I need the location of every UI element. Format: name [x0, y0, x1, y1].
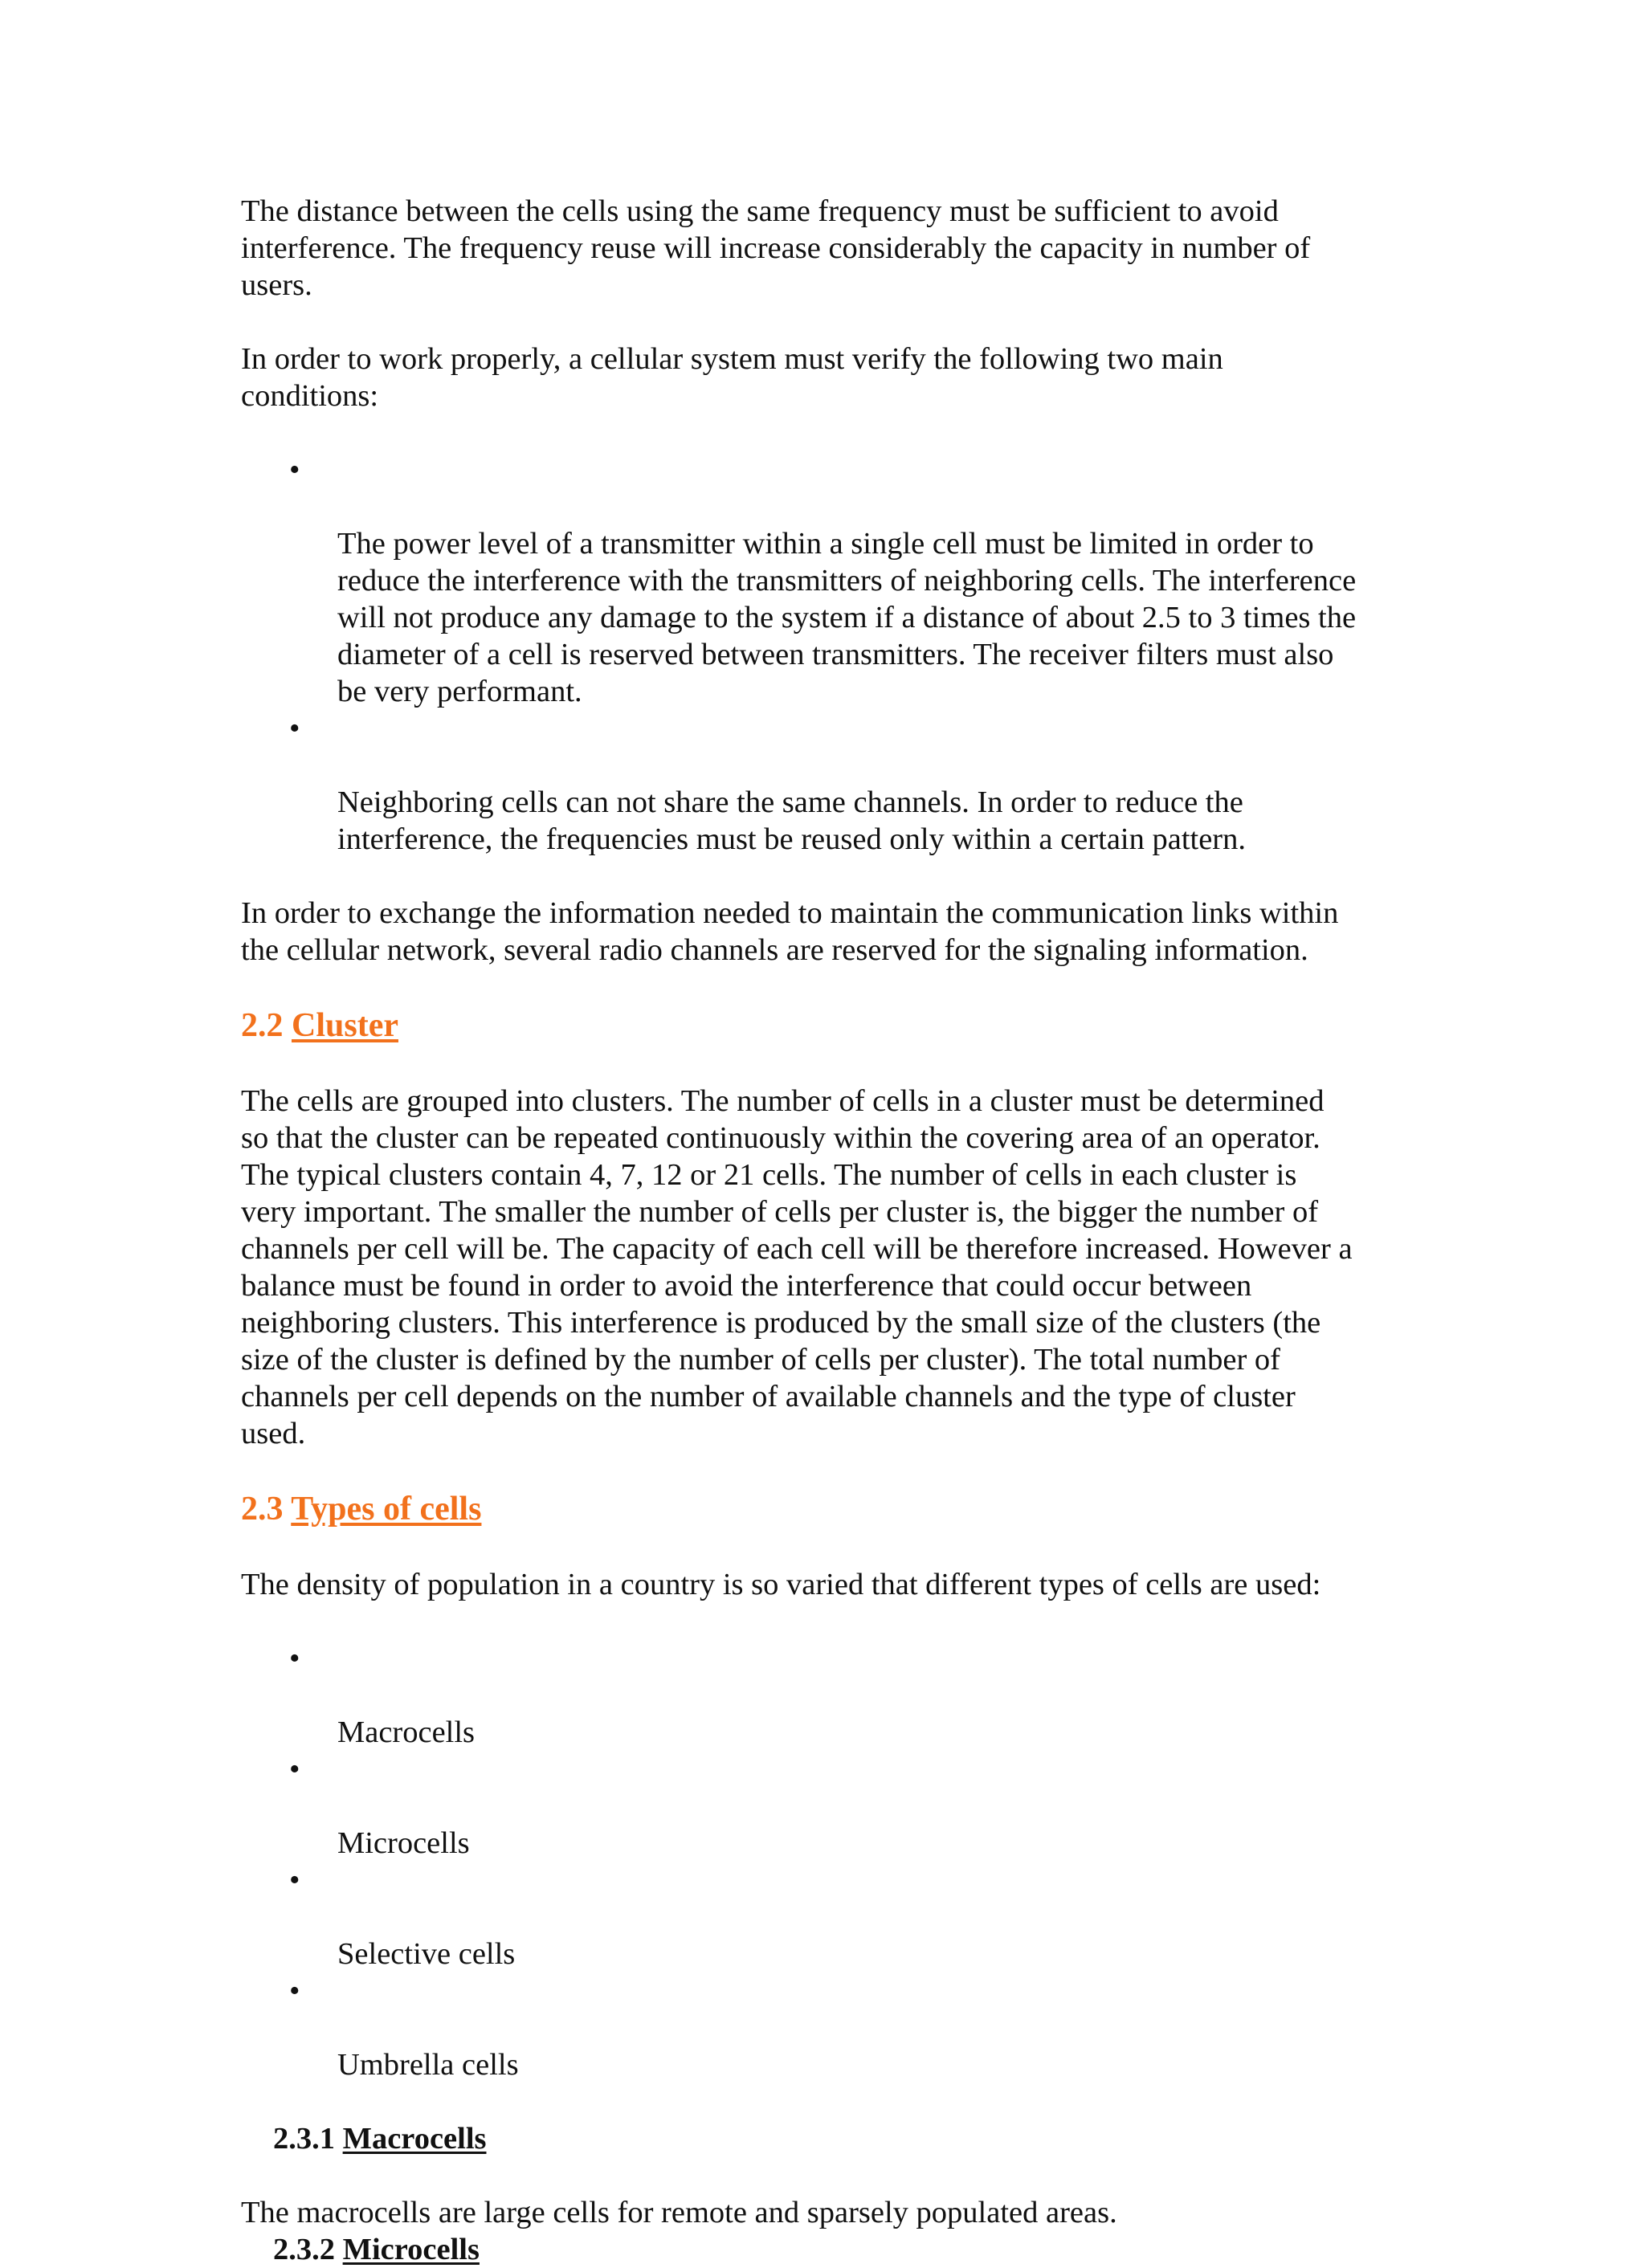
macrocells-paragraph: The macrocells are large cells for remote and sparsely populated areas. [241, 2196, 1117, 2229]
bullet-icon: • [289, 712, 300, 745]
document-page [241, 193, 1422, 2268]
section-heading-types-of-cells [241, 1489, 1422, 1529]
list-item-text: Umbrella cells [337, 2048, 519, 2082]
conditions-list [241, 451, 1422, 858]
list-item [241, 1640, 1422, 1751]
list-item [241, 710, 1422, 858]
section-link-types-of-cells[interactable]: Types of cells [291, 1491, 482, 1528]
list-item-text: Selective cells [337, 1937, 516, 1971]
list-item-text: The power level of a transmitter within a single cell must be limited in order to reduce the interference with the transmitters of neighboring cells. The interference will not produce any damage to the system if a distance of about 2.5 to 3 times the diameter of a cell is reserved between transmitters. The receiver filters must also be very performant. [337, 527, 1357, 708]
list-item-text: Macrocells [337, 1715, 476, 1749]
bullet-icon: • [289, 1642, 300, 1675]
types-paragraph: The density of population in a country is so varied that different types of cells are used: [241, 1568, 1321, 1601]
cell-types-list [241, 1640, 1422, 2083]
section-heading-cluster [241, 1006, 1422, 1046]
list-item [241, 1751, 1422, 1862]
list-item-text: Microcells [337, 1826, 470, 1860]
list-item [241, 1862, 1422, 1972]
list-item [241, 1972, 1422, 2083]
subsection-heading-microcells [241, 2231, 1422, 2268]
subsection-link-macrocells[interactable]: Macrocells [342, 2122, 487, 2156]
list-item [241, 451, 1422, 710]
bullet-icon: • [289, 1863, 300, 1897]
subsection-number: 2.3.2 [273, 2233, 335, 2266]
subsection-link-microcells[interactable]: Microcells [342, 2233, 480, 2266]
cluster-paragraph: The cells are grouped into clusters. The number of cells in a cluster must be determined so that the cluster can be repeated continuously within the covering area of an operator. The typical clusters contain 4, 7, 12 or 21 cells. The number of cells in each cluster is very important. The smaller the number of cells per cluster is, the bigger the number of channels per cell will be. The capacity of each cell will be therefore increased. However a balance must be found in order to avoid the interference that could occur between neighboring clusters. This interference is produced by the small size of the clusters (the size of the cluster is defined by the number of cells per cluster). The total number of channels per cell depends on the number of available channels and the type of cluster used. [241, 1084, 1353, 1450]
subsection-number: 2.3.1 [273, 2122, 335, 2156]
bullet-icon: • [289, 453, 300, 487]
section-number: 2.2 [241, 1007, 284, 1044]
section-link-cluster[interactable]: Cluster [292, 1007, 398, 1044]
signaling-paragraph: In order to exchange the information needed to maintain the communication links within the cellular network, several radio channels are reserved for the signaling information. [241, 896, 1339, 967]
bullet-icon: • [289, 1752, 300, 1786]
intro-paragraph-2: In order to work properly, a cellular system must verify the following two main conditions: [241, 342, 1223, 413]
list-item-text: Neighboring cells can not share the same channels. In order to reduce the interference, the frequencies must be reused only within a certain pattern. [337, 785, 1246, 856]
intro-paragraph-1: The distance between the cells using the same frequency must be sufficient to avoid interference. The frequency reuse will increase considerably the capacity in number of users. [241, 194, 1311, 302]
subsection-heading-macrocells [241, 2120, 1422, 2157]
bullet-icon: • [289, 1974, 300, 2008]
section-number: 2.3 [241, 1491, 284, 1528]
